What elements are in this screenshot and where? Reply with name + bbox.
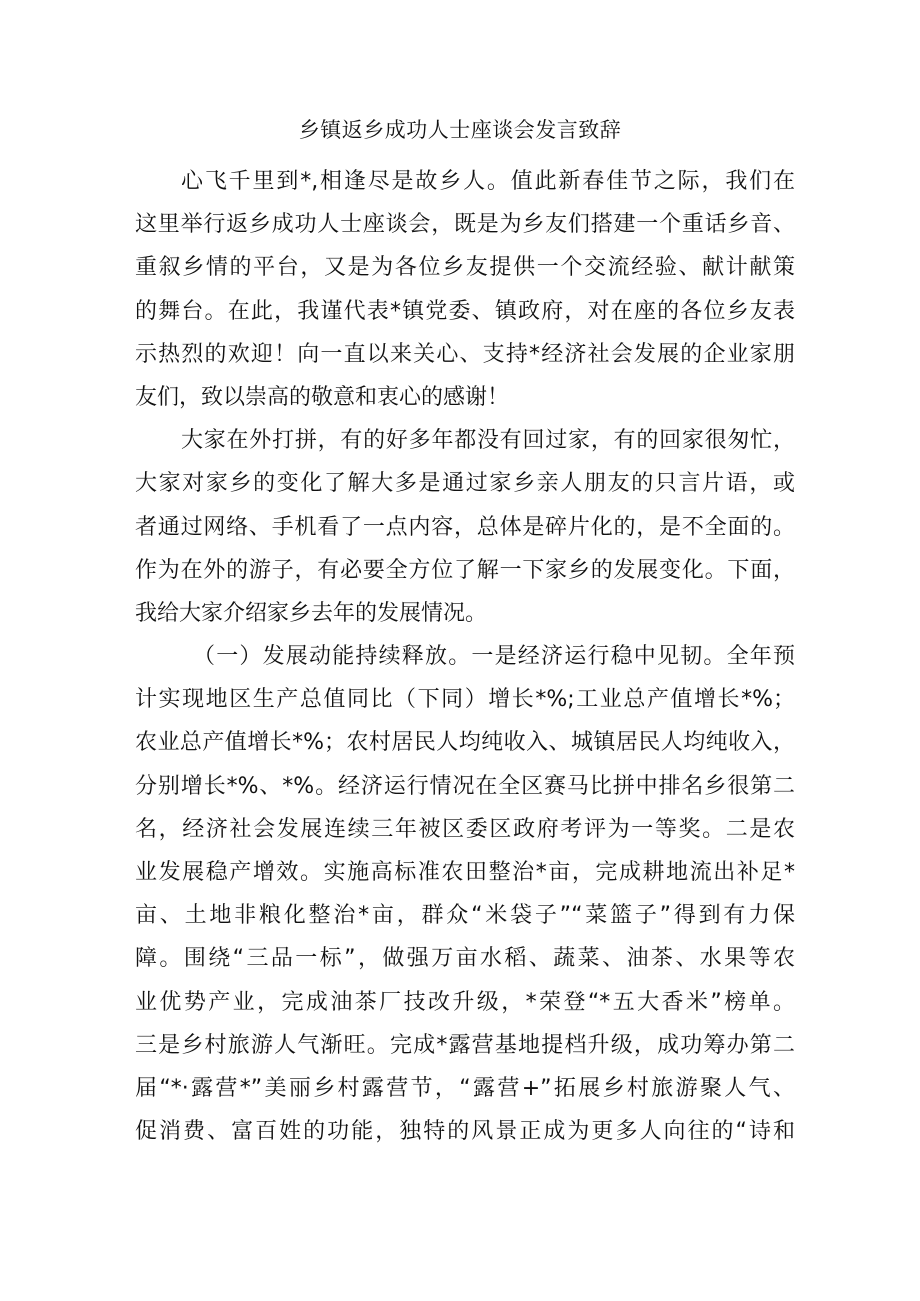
- text-line: 友们，致以崇高的敬意和衷心的感谢！: [135, 384, 510, 410]
- text-line: 作为在外的游子，有必要全方位了解一下家乡的发展变化。下面，: [135, 557, 795, 583]
- text-line: 重叙乡情的平台，又是为各位乡友提供一个交流经验、献计献策: [135, 255, 795, 281]
- text-line: 大家在外打拼，有的好多年都没有回过家，有的回家很匆忙，: [181, 428, 795, 454]
- text-line: 计实现地区生产总值同比（下同）增长*%;工业总产值增长*%；: [135, 687, 795, 713]
- text-line: 者通过网络、手机看了一点内容，总体是碎片化的，是不全面的。: [135, 514, 795, 540]
- text-line: 名，经济社会发展连续三年被区委区政府考评为一等奖。二是农: [135, 816, 795, 842]
- paragraph-opening: [135, 160, 795, 419]
- text-line: 这里举行返乡成功人士座谈会，既是为乡友们搭建一个重话乡音、: [135, 212, 795, 238]
- document-title: 乡镇返乡成功人士座谈会发言致辞: [298, 118, 622, 142]
- text-line: 我给大家介绍家乡去年的发展情况。: [135, 600, 488, 626]
- text-line: （一）发展动能持续释放。一是经济运行稳中见韧。全年预: [193, 644, 795, 670]
- text-line: 农业总产值增长*%；农村居民人均纯收入、城镇居民人均纯收入，: [135, 730, 795, 756]
- text-line: 业发展稳产增效。实施高标准农田整治*亩，完成耕地流出补足*: [135, 860, 795, 885]
- text-line: 促消费、富百姓的功能，独特的风景正成为更多人向往的“诗和: [135, 1119, 795, 1145]
- paragraph-introduction: [135, 419, 795, 635]
- text-line: 心飞千里到*,相逢尽是故乡人。值此新春佳节之际，我们在: [181, 169, 795, 194]
- text-line: 分别增长*%、*%。经济运行情况在全区赛马比拼中排名乡很第二: [135, 773, 795, 799]
- text-line: 的舞台。在此，我谨代表*镇党委、镇政府，对在座的各位乡友表: [135, 298, 795, 324]
- paragraph-development: [135, 635, 795, 1153]
- text-line: 示热烈的欢迎！向一直以来关心、支持*经济社会发展的企业家朋: [135, 341, 795, 367]
- text-line: 届“*·露营*”美丽乡村露营节，“露营+”拓展乡村旅游聚人气、: [135, 1075, 795, 1101]
- text-line: 亩、土地非粮化整治*亩，群众“米袋子”“菜篮子”得到有力保: [135, 903, 795, 929]
- text-line: 三是乡村旅游人气渐旺。完成*露营基地提档升级，成功筹办第二: [135, 1032, 795, 1058]
- text-line: 障。围绕“三品一标”，做强万亩水稻、蔬菜、油茶、水果等农: [135, 946, 795, 972]
- text-line: 业优势产业，完成油茶厂技改升级，*荣登“*五大香米”榜单。: [135, 989, 795, 1015]
- document-body: [135, 160, 795, 1153]
- text-line: 大家对家乡的变化了解大多是通过家乡亲人朋友的只言片语，或: [135, 471, 795, 497]
